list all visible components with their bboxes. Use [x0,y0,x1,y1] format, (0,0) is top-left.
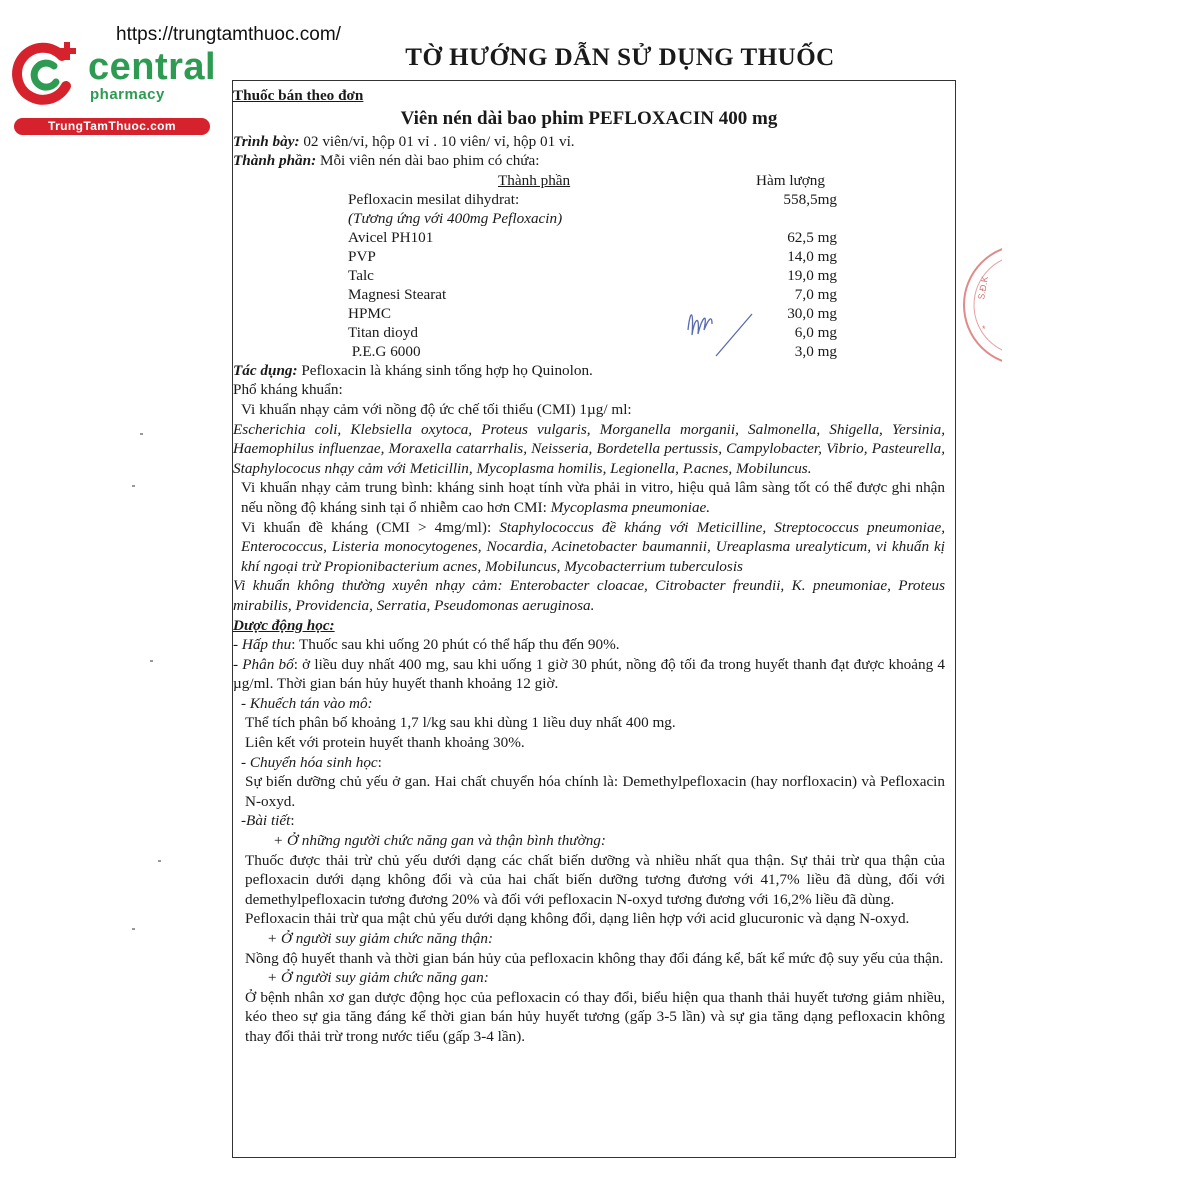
hepatic-impairment-label: + Ở người suy giảm chức năng gan: [267,969,489,987]
renal-impairment-text: Nồng độ huyết thanh và thời gian bán hủy của pefloxacin không thay đổi đáng kể, bất kể mức độ suy yếu của thận. [245,949,944,967]
normal-function-text-2: Pefloxacin thải trừ qua mật chủ yếu dưới dạng không đổi, dạng liên hợp với acid glucuronic và dạng N-oxyd. [245,910,910,928]
hepatic-impairment-text: Ở bệnh nhân xơ gan dược động học của pefloxacin có thay đổi, biểu hiện qua thanh thải huyết tương giảm nhiều, kéo theo sự gia tăng đáng kể thời gian bán hủy huyết tương (gấp 3-5 lần) và sự gia tăng dạng pefloxacin không thay đổi thải trừ trong nước tiểu (gấp 3-4 lần). [245,988,945,1045]
product-title: Viên nén dài bao phim PEFLOXACIN 400 mg [400,107,778,129]
central-pharmacy-logo-icon [10,38,82,110]
diffusion-label: - Khuếch tán vào mô: [241,694,373,712]
medium-sensitivity: Vi khuẩn nhạy cảm trung bình: kháng sinh hoạt tính vừa phải in vitro, hiệu quả lâm sàng tốt có thể được ghi nhận nếu nồng độ kháng sinh tại ổ nhiễm cao hơn CMI: Mycoplasma pneumoniae. [241,479,945,516]
diffusion-1: Thể tích phân bố khoảng 1,7 l/kg sau khi dùng 1 liều duy nhất 400 mg. [245,714,676,732]
table-row: HPMC 30,0 mg [348,304,837,322]
table-row: Titan dioyd 6,0 mg [348,323,837,341]
svg-text:S.Đ.K: S.Đ.K [976,275,991,301]
svg-text:*: * [982,324,986,334]
composition-intro: Thành phần: Mỗi viên nén dài bao phim có chứa: [233,152,540,170]
table-row: Avicel PH101 62,5 mg [348,228,837,246]
sensitive-list: Escherichia coli, Klebsiella oxytoca, Proteus vulgaris, Morganella morganii, Salmonella, Shigella, Yersinia, Haemophilus influenzae, Moraxella catarrhalis, Neisseria, Bordetella pertussis, Campylobacter, Vibrio, Pasteurella, Staphylococus nhạy cảm với Meticillin, Mycoplasma homilis, Legionella, P.acnes, Mobiluncus. [233,420,945,477]
metabolism-text: Sự biến dưỡng chủ yếu ở gan. Hai chất chuyển hóa chính là: Demethylpefloxacin (hay norfloxacin) và Pefloxacin N-oxyd. [245,773,945,810]
header-ingredient: Thành phần [498,171,571,189]
brand-subtitle: pharmacy [90,86,165,103]
metabolism-label: - Chuyển hóa sinh học: [241,753,382,771]
scan-speck [140,433,143,435]
absorption: - Hấp thu: Thuốc sau khi uống 20 phút có thể hấp thu đến 90%. [233,636,620,654]
pk-heading: Dược động học: [233,616,335,634]
normal-function-label: + Ở những người chức năng gan và thận bình thường: [273,832,606,850]
scan-speck [150,660,153,662]
renal-impairment-label: + Ở người suy giảm chức năng thận: [267,930,494,947]
presentation: Trình bày: 02 viên/vỉ, hộp 01 vỉ . 10 viên/ vỉ, hộp 01 vỉ. [233,132,575,150]
header-amount: Hàm lượng [756,171,825,189]
stamp-mark [962,240,1002,370]
prescription-notice: Thuốc bán theo đơn [233,87,364,104]
table-row: PVP 14,0 mg [348,247,837,265]
brand-bar: TrungTamThuoc.com [14,118,210,135]
diffusion-2: Liên kết với protein huyết thanh khoảng 30%. [245,734,525,752]
table-row: (Tương ứng với 400mg Pefloxacin) [348,209,563,227]
table-row: Talc 19,0 mg [348,266,837,284]
action: Tác dụng: Pefloxacin là kháng sinh tổng hợp họ Quinolon. [233,361,593,379]
distribution: - Phân bố: ở liều duy nhất 400 mg, sau khi uống 1 giờ 30 phút, nồng độ tối đa trong huyết thanh đạt được khoảng 4 µg/ml. Thời gian bán hủy huyết thanh khoảng 12 giờ. [233,655,945,693]
spectrum-label: Phổ kháng khuẩn: [233,381,343,399]
table-row: Pefloxacin mesilat dihydrat: 558,5mg [348,190,837,208]
inconsistent-sensitivity: Vi khuẩn không thường xuyên nhạy cảm: Enterobacter cloacae, Citrobacter freundii, K. pneumoniae, Proteus mirabilis, Providencia, Serratia, Pseudomonas aeruginosa. [233,577,945,614]
resistant: Vi khuẩn đề kháng (CMI > 4mg/ml): Staphylococcus đề kháng với Meticilline, Streptococcus pneumoniae, Enterococcus, Listeria monocytogenes, Nocardia, Acinetobacter baumannii, Ureaplasma urealyticum, vi khuẩn kị khí ngoại trừ Propionibacterium acnes, Mobiluncus, Mycobacterrium tuberculosis [241,518,946,575]
composition-table [348,171,837,361]
table-row: Magnesi Stearat 7,0 mg [348,285,837,303]
site-url: https://trungtamthuoc.com/ [116,24,341,45]
excretion-label: -Bài tiết: [241,812,295,830]
brand-name: central [88,46,217,88]
sensitive-intro: Vi khuẩn nhạy cảm với nồng độ ức chế tối thiểu (CMI) 1µg/ ml: [241,400,632,418]
composition-header-row [348,171,837,190]
page-title: TỜ HƯỚNG DẪN SỬ DỤNG THUỐC [405,44,835,71]
scan-speck [158,860,161,862]
table-row: P.E.G 6000 3,0 mg [348,342,837,360]
scan-speck [132,928,135,930]
scan-speck [132,485,135,487]
normal-function-text-1: Thuốc được thải trừ chủ yếu dưới dạng các chất biến dưỡng và nhiều nhất qua thận. Sự thải trừ qua thận của pefloxacin dưới dạng không đổi và của hai chất biến dưỡng tương đương với 41,7% liều đã dùng, đối với demethylpefloxacin tương đương 20% và đối với pefloxacin N-oxyd tương đương với 16,2% liều đã dùng. [245,851,945,908]
leaflet-body [233,86,945,1047]
